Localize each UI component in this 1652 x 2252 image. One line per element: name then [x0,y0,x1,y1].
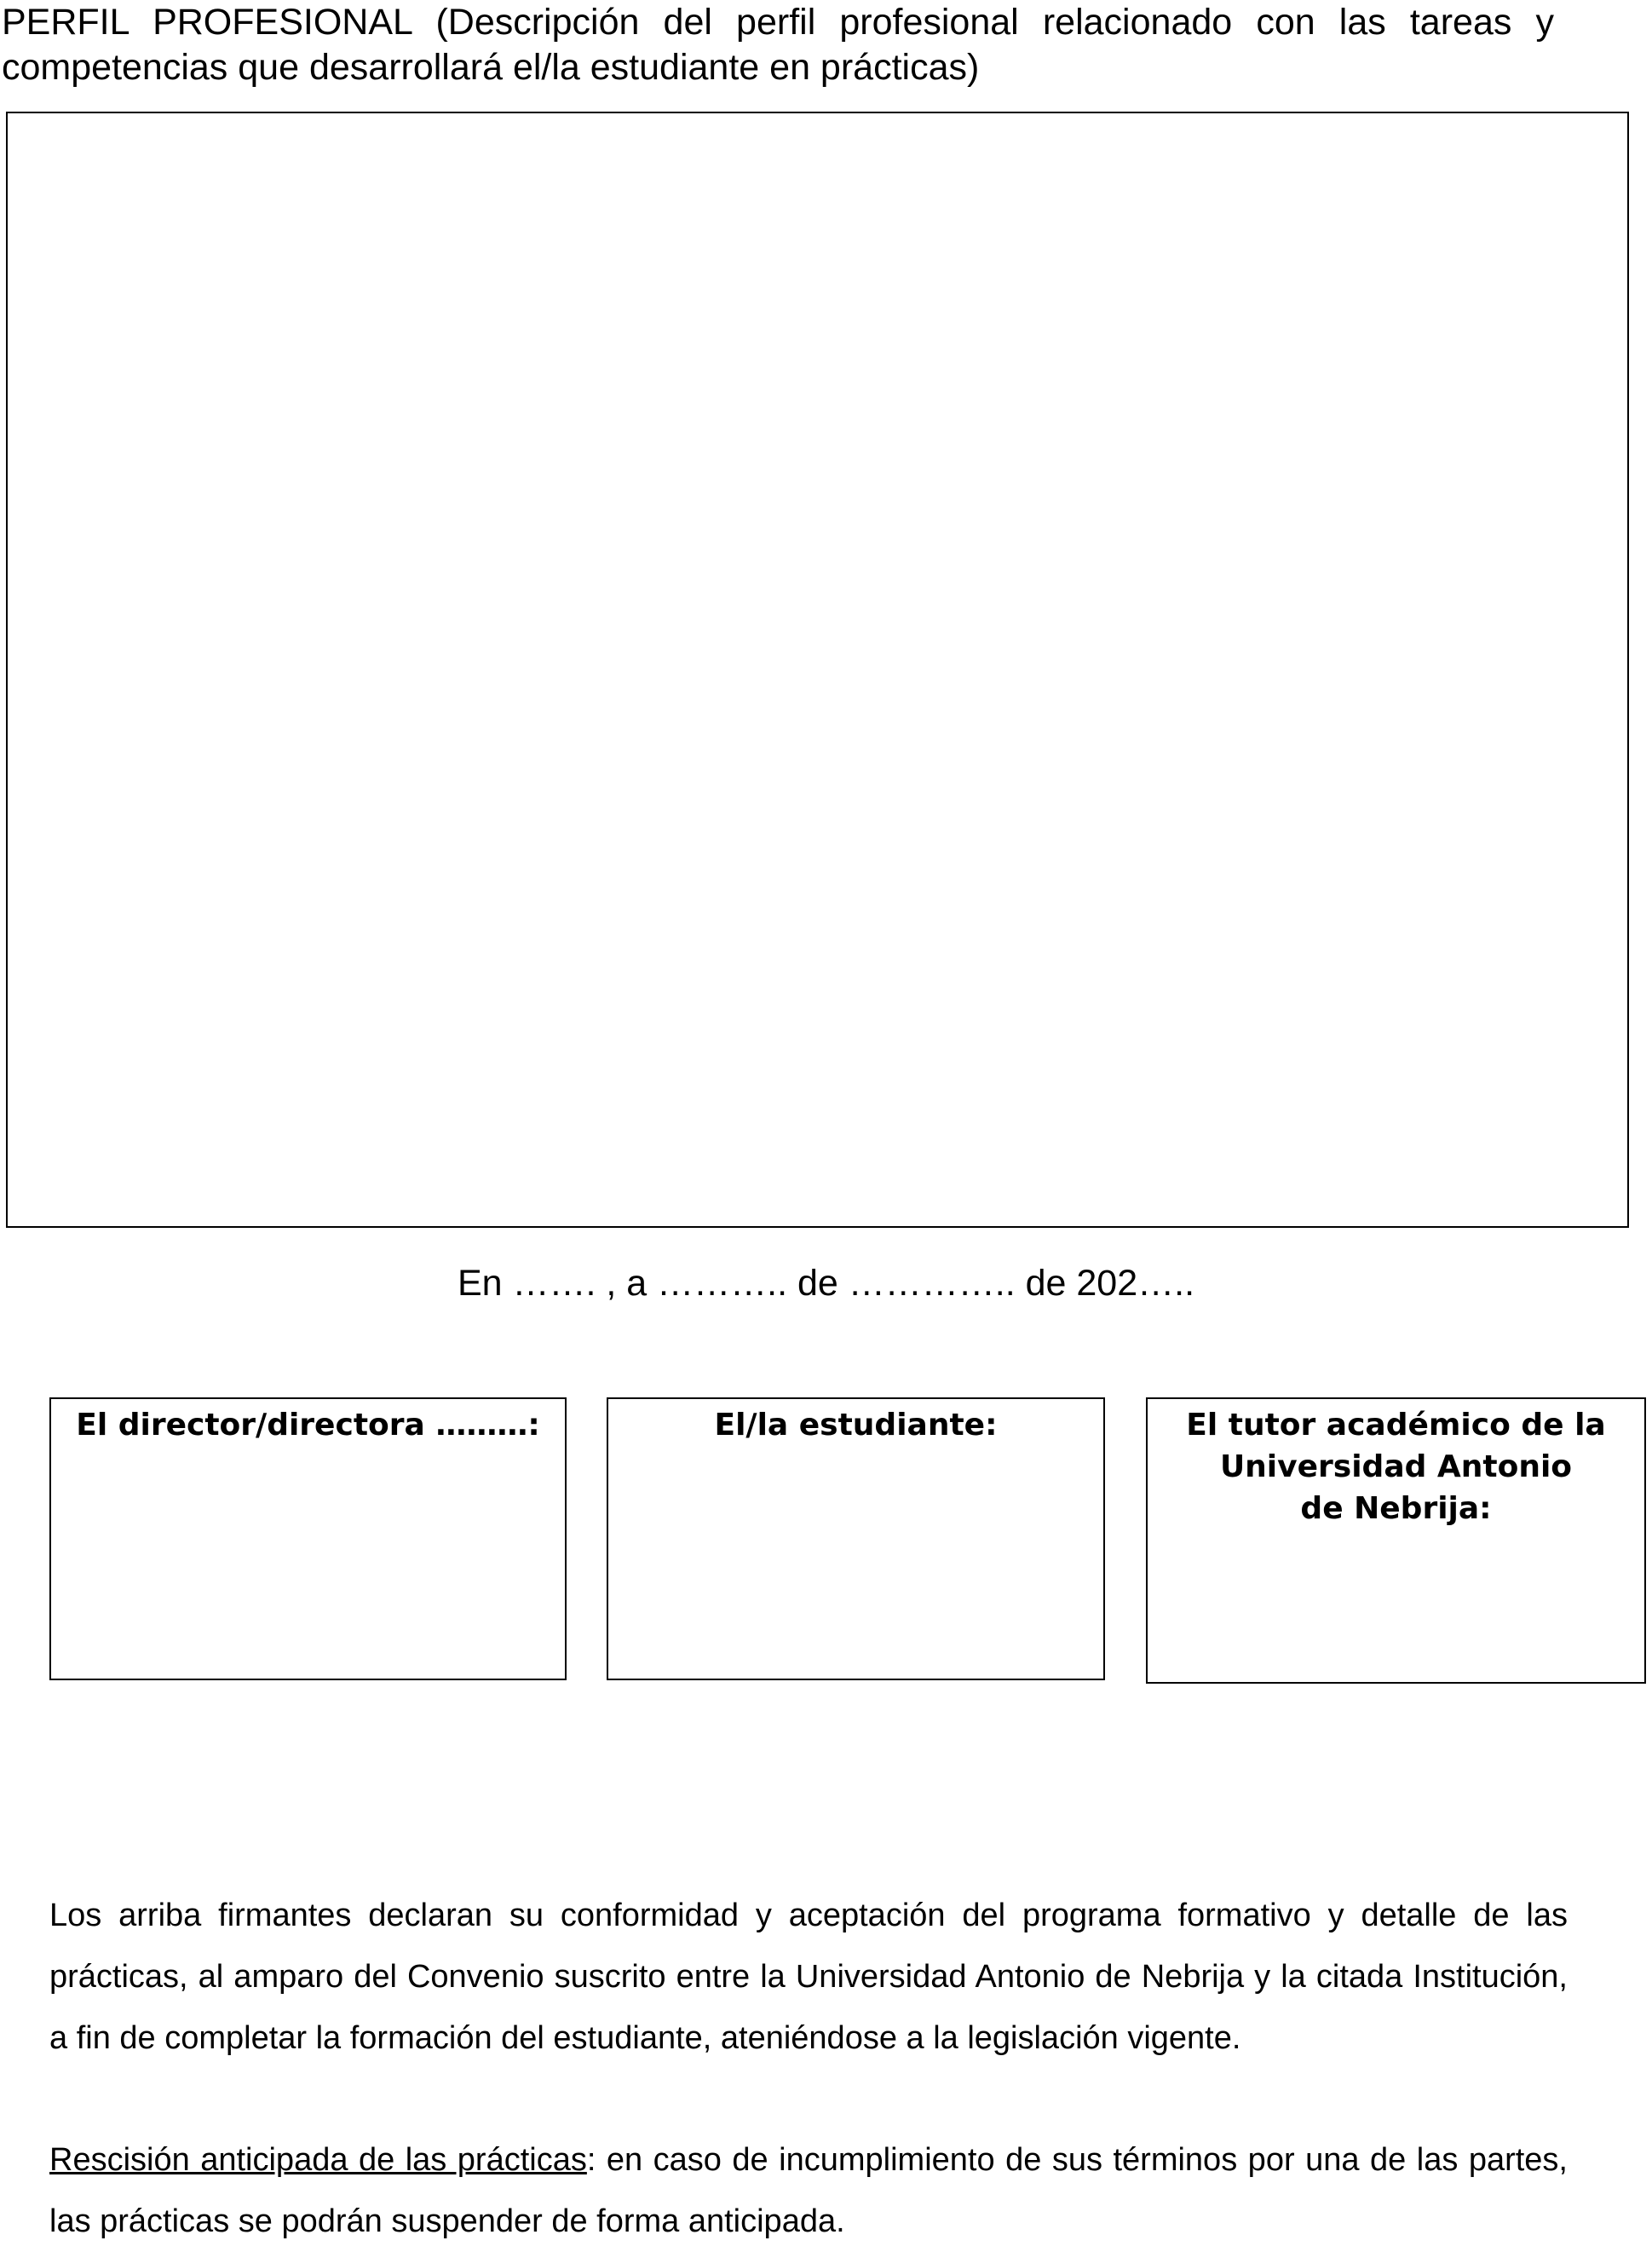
tutor-signature-label: El tutor académico de la Universidad Antonio de Nebrija: [1186,1408,1606,1526]
student-signature-box[interactable] [607,1397,1105,1680]
profile-description-box[interactable] [6,112,1629,1228]
rescission-paragraph [49,2129,1568,2252]
director-signature-box[interactable] [49,1397,567,1680]
profile-heading: PERFIL PROFESIONAL (Descripción del perfil profesional relacionado con las tareas y competencias que desarrollará el/la estudiante en prácticas) [2,2,1554,88]
declaration-paragraph: Los arriba firmantes declaran su conformidad y aceptación del programa formativo y detalle de las prácticas, al amparo del Convenio suscrito entre la Universidad Antonio de Nebrija y la citada Institución, a fin de completar la formación del estudiante, ateniéndose a la legislación vigente. [49,1898,1568,2056]
director-signature-label: El director/directora ………: [76,1408,540,1443]
rescission-text: : en caso de incumplimiento de sus términos por una de las partes, las prácticas se podrán suspender de forma anticipada. [49,2142,1568,2239]
student-signature-label: El/la estudiante: [714,1408,998,1443]
rescission-title: Rescisión anticipada de las prácticas [49,2142,587,2178]
date-place-line: En ……. , a ……….. de ………….. de 202….. [457,1263,1195,1304]
tutor-signature-box[interactable] [1146,1397,1646,1684]
